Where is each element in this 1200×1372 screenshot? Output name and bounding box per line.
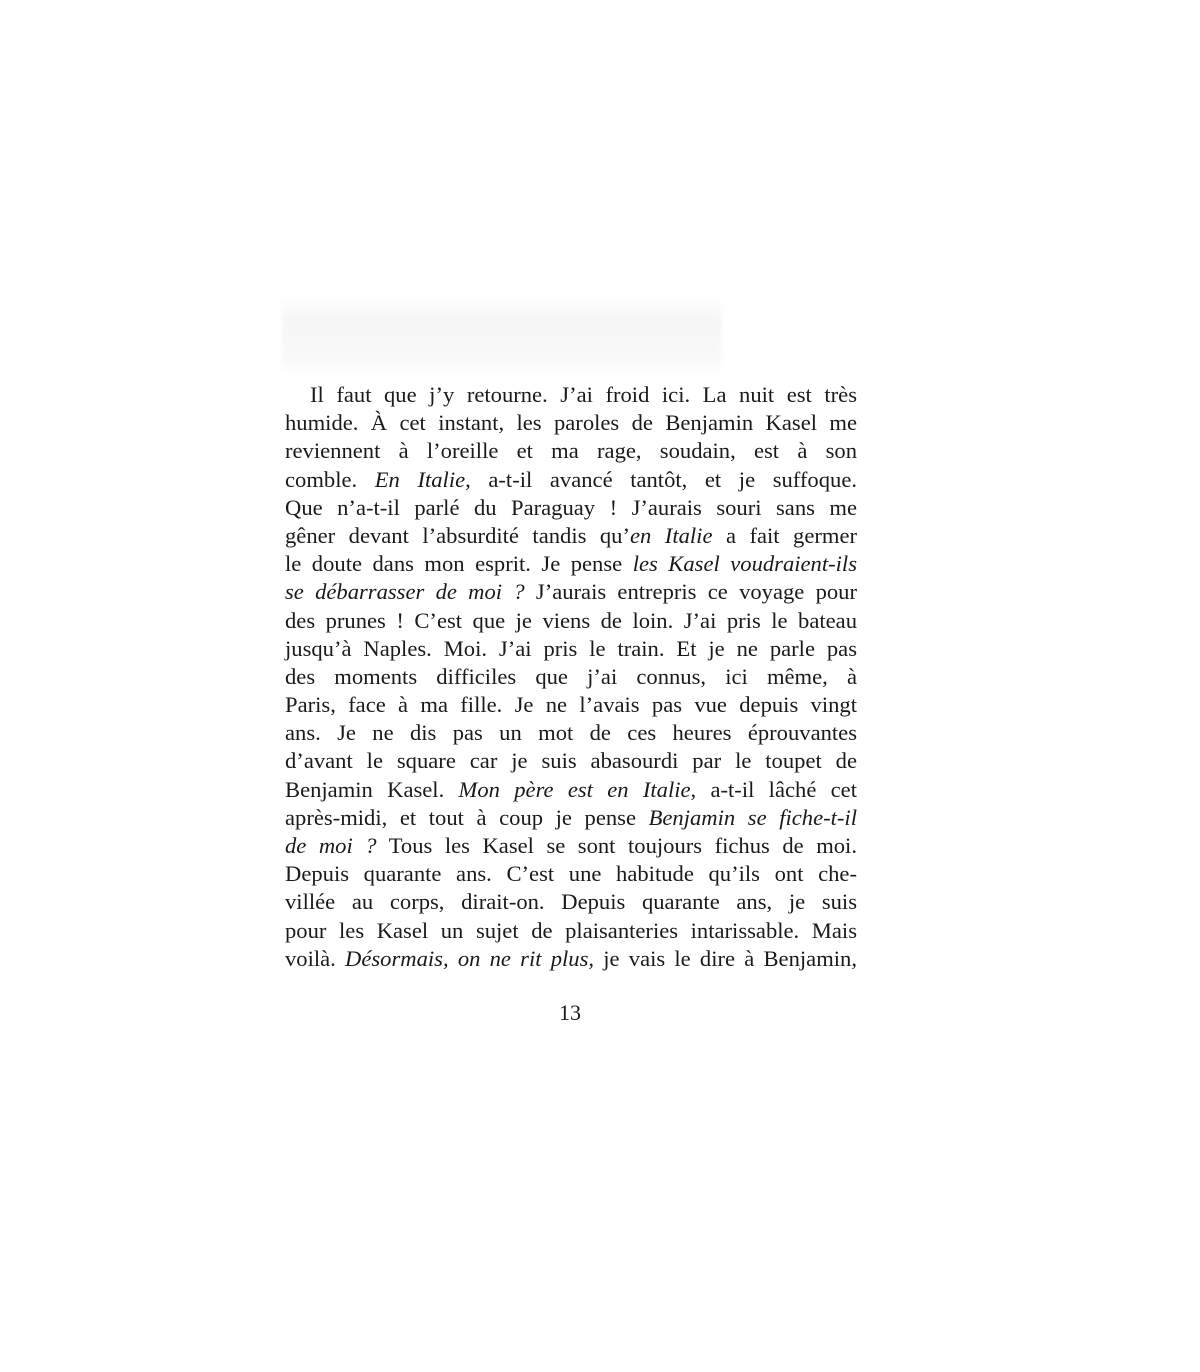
text-line	[285, 550, 857, 578]
text-line	[285, 635, 857, 663]
text-line	[285, 466, 857, 494]
text-run: je vais le dire à Benjamin,	[594, 945, 857, 971]
text-line	[285, 719, 857, 747]
text-run: pour les Kasel un sujet de plaisanteries intarissable. Mais	[285, 917, 857, 943]
text-run: villée au corps, dirait-on. Depuis quarante ans, je suis	[285, 889, 857, 915]
italic-text: Benjamin se fiche-t-il	[648, 804, 857, 830]
italic-text: en Italie	[630, 522, 713, 548]
text-line	[285, 747, 857, 775]
text-line	[285, 494, 857, 522]
text-line	[285, 917, 857, 945]
italic-text: En Italie,	[374, 466, 471, 492]
text-run: ans. Je ne dis pas un mot de ces heures éprouvantes	[285, 720, 857, 746]
text-run: Tous les Kasel se sont toujours fichus de moi.	[376, 833, 857, 858]
text-line	[285, 663, 857, 691]
page-number: 13	[559, 1000, 581, 1025]
text-line	[285, 945, 857, 973]
text-run: des prunes ! C’est que je viens de loin. J’ai pris le bateau	[285, 607, 857, 633]
text-line	[285, 832, 857, 860]
text-run: a fait germer	[712, 522, 858, 548]
text-run: le doute dans mon esprit. Je pense	[285, 551, 633, 577]
text-line	[285, 607, 857, 635]
show-through-text	[282, 296, 722, 376]
text-run: Paris, face à ma fille. Je ne l’avais pas vue depuis vingt	[285, 692, 857, 718]
text-line	[285, 691, 857, 719]
text-run: après-midi, et tout à coup je pense	[285, 804, 649, 830]
text-run: a-t-il avancé tantôt, et je suffoque.	[470, 466, 857, 492]
italic-text: Désormais, on ne rit plus,	[345, 945, 595, 971]
text-run: Benjamin Kasel.	[285, 776, 459, 802]
text-run: comble.	[285, 466, 375, 492]
italic-text: de moi ?	[285, 833, 377, 858]
italic-text: se débarrasser de moi ?	[285, 579, 525, 605]
text-run: J’aurais entrepris ce voyage pour	[524, 579, 857, 605]
text-line	[285, 888, 857, 916]
text-run: Depuis quarante ans. C’est une habitude qu’ils ont che-	[285, 861, 857, 887]
text-line	[285, 381, 857, 409]
text-run: a-t-il lâché cet	[696, 776, 857, 802]
text-run: des moments difficiles que j’ai connus, ici même, à	[285, 663, 857, 689]
italic-text: les Kasel voudraient-ils	[632, 551, 858, 577]
text-run: reviennent à l’oreille et ma rage, soudain, est à son	[285, 438, 857, 464]
text-line	[285, 409, 857, 437]
text-line	[285, 860, 857, 888]
text-line	[285, 578, 857, 606]
text-line	[285, 522, 857, 550]
text-line	[285, 804, 857, 832]
text-run: voilà.	[285, 945, 346, 971]
text-run: jusqu’à Naples. Moi. J’ai pris le train. Et je ne parle pas	[285, 635, 857, 661]
text-run: Que n’a-t-il parlé du Paraguay ! J’aurais souri sans me	[285, 494, 857, 520]
text-line	[285, 776, 857, 804]
text-line	[285, 437, 857, 465]
text-run: gêner devant l’absurdité tandis qu’	[285, 522, 630, 548]
text-run: Il faut que j’y retourne. J’ai froid ici. La nuit est très	[310, 382, 857, 407]
text-run: d’avant le square car je suis abasourdi par le toupet de	[285, 748, 857, 774]
body-paragraph	[285, 381, 857, 973]
italic-text: Mon père est en Italie,	[458, 776, 697, 802]
text-run: humide. À cet instant, les paroles de Benjamin Kasel me	[285, 410, 857, 436]
